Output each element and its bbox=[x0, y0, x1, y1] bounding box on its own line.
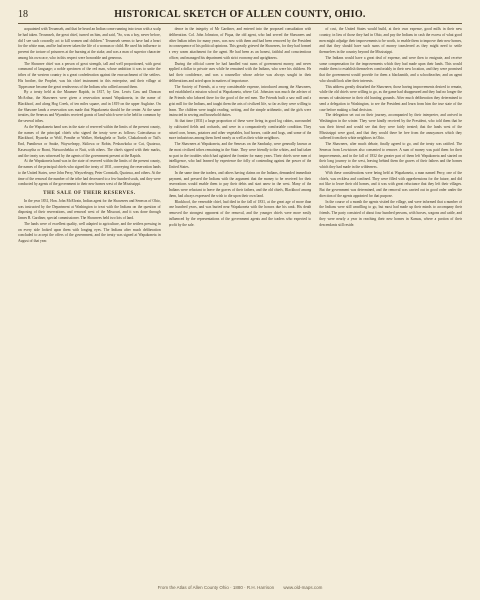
footer-source: From the Atlas of Allen County Ohio · 1880 · R.H. Harrison bbox=[157, 585, 275, 590]
column-2 bbox=[169, 27, 312, 582]
paragraph: As the Wapakoneta band was in the state of reserved within the limits of the present county, the names of the principal chiefs who signed the treaty were as follows: Catecahassa or Blackhoof, Byaseka or Wolf, Pomthe or Walker, Shekaghela or Turtle, Chakalowah or Tail's End, Pamthewa or Snake, Wayweleapy, Skilowa or Robin, Peshawkoka or Cat, Quatawa, Kasawaytha or Brant, Nutwacshekka or Nutt, with others. The chiefs signed with their marks, and the treaty was witnessed by the agents of the government present at the Rapids. bbox=[18, 124, 161, 158]
paragraph: In the same time the traders, and others having claims on the Indians, demanded immediate payment, and pressed the Indians with the argument that the money to be received for their reservations would enable them to pay their debts and start anew in the west. Many of the Indians were reluctant to leave the graves of their fathers, and the old chiefs, Blackhoof among them, had always expressed the wish to die upon their own land. bbox=[168, 170, 312, 198]
column-1-body bbox=[18, 27, 161, 188]
paragraph: By a treaty held at the Maumee Rapids, in 1817, by Gen. Lewis Cass and Duncan McArthur, the Shawnees were given a reservation around Wapakoneta, in the name of Blackhoof, and along Hog Creek, of ten miles square, and in 1819 on the upper Auglaize. On the Shawnee lands a reservation was made that Wapakoneta should be the center. At the same treaties, the Senecas and Wyandots received grants of land which were to be held in common by the several tribes. bbox=[18, 90, 161, 123]
paragraph: This address greatly disturbed the Shawnees; those having improvements desired to remain, while the old chiefs were willing to go, as the game had disappeared and they had no longer the means of subsistence in their old hunting grounds. After much deliberation they determined to send a delegation to Washington, to see the President and learn from him the true state of the case before making a final decision. bbox=[319, 84, 463, 112]
paragraph: The lands were of excellent quality, well adapted to agriculture, and the settlers pressing in on every side looked upon them with longing eyes. The Indians after much deliberation concluded to accept the offers of the government, and the treaty was signed at Wapakoneta in August of that year. bbox=[18, 221, 161, 243]
header-rule bbox=[18, 23, 462, 24]
column-1 bbox=[18, 27, 161, 582]
paragraph: The Indians would have a great deal of expense, and were then to emigrate, and receive some compensation for the improvements which they had made upon their lands. This would enable them to establish themselves comfortably in their new location, and they were promised that the government would provide for them a blacksmith, and a schoolteacher, and an agent who should look after their interests. bbox=[319, 55, 463, 83]
page-footer bbox=[0, 585, 480, 595]
column-3 bbox=[319, 27, 462, 582]
column-2-body bbox=[169, 27, 312, 228]
paragraph: In the course of a month the agents visited the village, and were informed that a number of the Indians were still unwilling to go, but most had made up their minds to accompany their friends. The party consisted of about four hundred persons, with horses, wagons and cattle, and they were nearly a year in reaching their new homes in Kansas, where a portion of their descendants still reside. bbox=[319, 199, 463, 227]
column-1-after bbox=[18, 199, 161, 245]
page-number: 18 bbox=[18, 8, 28, 20]
paragraph: Blackhoof, the venerable chief, had died in the fall of 1831, at the great age of more than one hundred years, and was buried near Wapakoneta with the honors due his rank. His death removed the strongest opponent of the removal, and the younger chiefs were more easily influenced by the representations of the government agents and the traders who expected to profit by the sale. bbox=[168, 199, 312, 227]
page-header bbox=[18, 6, 462, 22]
running-title: HISTORICAL SKETCH OF ALLEN COUNTY, OHIO. bbox=[114, 8, 366, 20]
column-3-body bbox=[319, 27, 462, 228]
paragraph: At that time (1831) a large proportion of these were living in good log cabins, surrounded by cultivated fields and orchards, and were in a comparatively comfortable condition. They raised corn, beans, potatoes and other vegetables, had horses, cattle and hogs, and some of the more industrious among them lived nearly as well as their white neighbors. bbox=[168, 119, 312, 141]
footer-url[interactable]: www.old-maps.com bbox=[283, 585, 323, 590]
paragraph: The Shawnee chief was a person of great strength, tall and well proportioned, with great command of language; a noble specimen of the red man, whose ambition it was to unite the tribes of the western country in a great confederation against the encroachment of the settlers. His brother, the Prophet, was his chief instrument in this enterprise, and their village at Tippecanoe became the great rendezvous of the Indians who rallied around them. bbox=[18, 61, 161, 89]
paragraph: The delegation set out on their journey, accompanied by their interpreter, and arrived in Washington in the winter. They were kindly received by the President, who told them that he was their friend and would see that they were fairly treated; that the lands west of the Mississippi were good, and that they would there be free from the annoyances which they suffered from their white neighbors in Ohio. bbox=[319, 113, 463, 141]
paragraph: In the year 1831, Hon. John McElvain, Indian agent for the Shawnees and Senecas of Ohio, was instructed by the Department at Washington to treat with the Indians on the question of disposing of their reservations, and removal west of the Missouri, and it was done through James B. Gardiner, special commissioner. The Shawnees held two lots of land. bbox=[18, 198, 161, 220]
paragraph: With these considerations were being held at Wapakoneta, a man named Perry, one of the chiefs, was reckless and confined. They were filled with apprehensions for the future, and did not like to leave their old homes, and it was with great reluctance that they left their villages. But the government was determined, and the removal was carried out in good order under the direction of the agents appointed for that purpose. bbox=[319, 170, 463, 198]
paragraph: During the official career he had handled vast sums of government money, and never applied a dollar to private uses while he remained with the Indians, who were his children. He had their confidence, and was a counsellor whose advice was always sought in their deliberations and acted upon in matters of importance. bbox=[168, 61, 312, 83]
paragraph: The Shawnees, after much debate, finally agreed to go, and the treaty was ratified. The Senecas from Lewistown also consented to remove. A sum of money was paid them for their improvements, and in the fall of 1832 the greater part of them left Wapakoneta and started on their long journey to the west, leaving behind them the graves of their fathers and the homes which they had made in the wilderness. bbox=[319, 142, 463, 169]
paragraph: At the Wapakoneta band was in the state of reserved within the limits of the present county, the names of the principal chiefs who signed the treaty of 1831, conveying the reservation lands to the United States, were John Perry, Wayweleapy, Peter Cornstalk, Quatawa, and others. At the time of the removal the number of the tribe had decreased to a few hundred souls, and they were conducted by agents of the government to their new homes west of the Mississippi. bbox=[18, 159, 161, 187]
paragraph: The Shawnees at Wapakoneta, and the Senecas on the Sandusky, were generally known as the most civilized tribes remaining in the State. They were friendly to the whites, and had taken no part in the troubles which had agitated the frontier for many years. Their chiefs were men of intelligence, who had learned by experience the folly of contending against the power of the United States. bbox=[168, 142, 312, 169]
paragraph: The Society of Friends, at a very considerable expense, introduced among the Shawnees, and established a mission school at Wapakoneta, where Col. Johnston was much the adviser of the Friends who labored there for the good of the red men. The Friends built a saw mill and a grist mill for the Indians, and taught them the arts of civilized life, so far as they were willing to learn. The children were taught reading, writing, and the simple arithmetic, and the girls were instructed in sewing and household duties. bbox=[168, 84, 312, 118]
paragraph: of cost, the United States would build, at their own expense, good mills in their new country, in lieu of those they had in Ohio, and pay the Indians in cash the excess of what good men might adjudge their improvements to be worth, to enable them to improve their new homes, and that they should have such sums of money transferred as they might need to settle themselves in the country beyond the Mississippi. bbox=[319, 27, 463, 54]
text-columns bbox=[18, 27, 462, 582]
paragraph: acquainted with Tecumseh, and that he heard an Indian come running into town with a scalp he had taken. Tecumseh, the great chief, turned on him, and said, "So, was a boy, never before, did I see such cowardly act to kill women and children." Tecumseh seems to have had a heart for the white man, and he had never taken the life of a woman or child. He used his influence to prevent the torture of prisoners at the burning at the stake, and was a man of superior character among his own race, who in this respect were honorable and generous. bbox=[18, 27, 161, 60]
section-heading: THE SALE OF THEIR RESERVES. bbox=[43, 191, 136, 196]
paragraph: dence in the integrity of Mr Gardiner, and entered into the proposed consultation with deliberation. Col. John Johnston, of Piqua, the old agent, who had served the Shawnees and other Indian tribes for many years, was now with them and had been removed by the President in consequence of his political opinions. This greatly grieved the Shawnees, for they had formed a very warm attachment for the agent. He had been as an honest, faithful and conscientious officer, and managed his department with strict economy and uprightness. bbox=[168, 27, 312, 60]
